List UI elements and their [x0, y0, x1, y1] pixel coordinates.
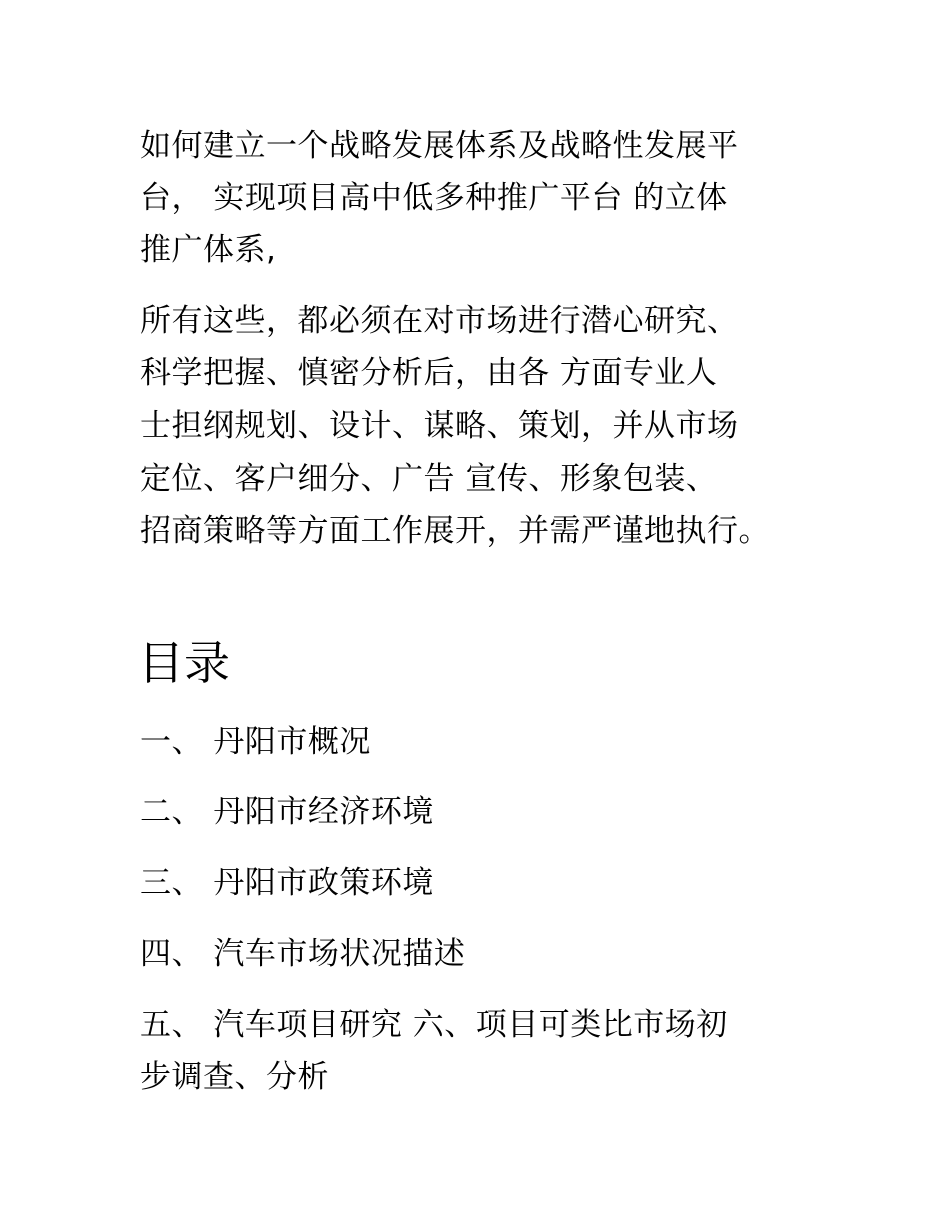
- text-line: 科学把握、慎密分析后，由各 方面专业人: [140, 355, 718, 391]
- toc-item: 三、 丹阳市政策环境: [140, 865, 434, 901]
- text-line: 招商策略等方面工作展开，并需严谨地执行。: [140, 513, 770, 549]
- text-line: 如何建立一个战略发展体系及战略性发展平: [140, 128, 739, 164]
- text-line: 士担纲规划、设计、谋略、策划，并从市场: [140, 408, 739, 444]
- text-line: 推广体系,: [140, 232, 277, 268]
- toc-item: 步调查、分析: [140, 1059, 329, 1095]
- text-line: 台， 实现项目高中低多种推广平台 的立体: [140, 180, 728, 216]
- text-line: 定位、客户细分、广告 宣传、形象包装、: [140, 461, 718, 497]
- toc-item: 四、 汽车市场状况描述: [140, 936, 466, 972]
- text-line: 所有这些，都必须在对市场进行潜心研究、: [140, 303, 739, 339]
- toc-item: 五、 汽车项目研究 六、项目可类比市场初: [140, 1007, 728, 1043]
- toc-item: 一、 丹阳市概况: [140, 724, 371, 760]
- toc-title: 目录: [138, 636, 230, 690]
- toc-item: 二、 丹阳市经济环境: [140, 794, 434, 830]
